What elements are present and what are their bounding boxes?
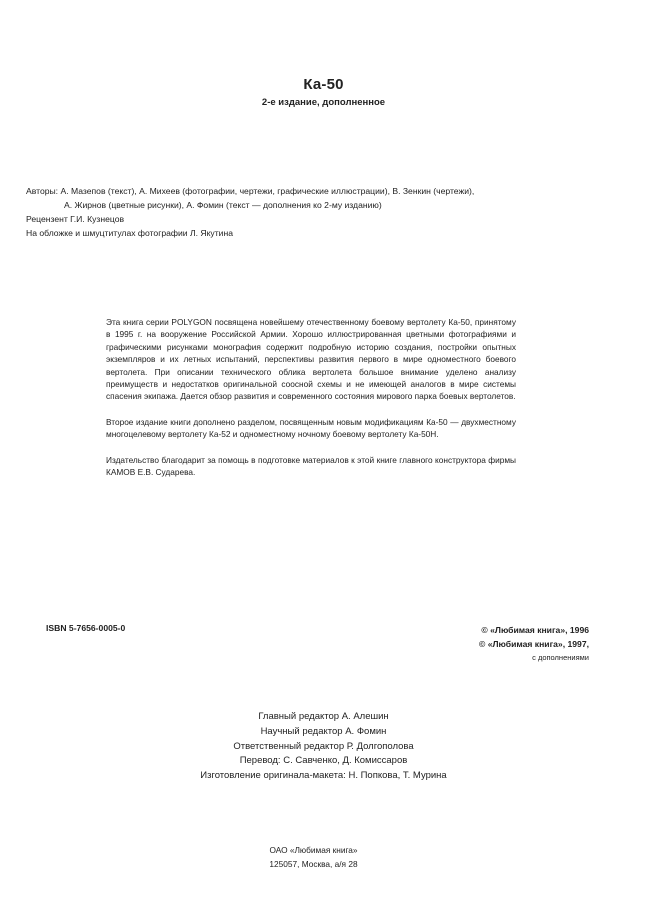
publisher-address: 125057, Москва, а/я 28 bbox=[269, 858, 358, 869]
authors-line-2: А. Жирнов (цветные рисунки), А. Фомин (текст — дополнения ко 2-му изданию) bbox=[64, 200, 382, 210]
credit-line: Научный редактор А. Фомин bbox=[260, 725, 387, 737]
copyright-block bbox=[479, 623, 589, 665]
cover-photos-line: На обложке и шмуцтитулах фотографии Л. Якутина bbox=[26, 228, 233, 238]
authors-block bbox=[26, 184, 586, 240]
credit-line: Перевод: С. Савченко, Д. Комиссаров bbox=[239, 755, 408, 767]
abstract-paragraph-3: Издательство благодарит за помощь в подготовке материалов к этой книге главного конструктора фирмы КАМОВ Е.В. Сударева. bbox=[106, 454, 516, 478]
edition-subtitle: 2-е издание, дополненное bbox=[261, 97, 386, 108]
publisher-name: ОАО «Любимая книга» bbox=[269, 845, 358, 855]
copyright-line-1: © «Любимая книга», 1996 bbox=[481, 625, 589, 635]
copyright-line-3: с дополнениями bbox=[532, 653, 589, 662]
isbn: ISBN 5-7656-0005-0 bbox=[46, 623, 126, 633]
credit-line: Главный редактор А. Алешин bbox=[258, 711, 389, 722]
copyright-line-2: © «Любимая книга», 1997, bbox=[479, 639, 589, 649]
credit-line: Ответственный редактор Р. Долгополова bbox=[233, 740, 414, 752]
publisher-block bbox=[0, 844, 627, 871]
abstract-block bbox=[106, 316, 516, 491]
book-title: Ка-50 bbox=[303, 76, 344, 93]
authors-line-1: Авторы: А. Мазепов (текст), А. Михеев (фотографии, чертежи, графические иллюстрации), В. Зенкин (чертежи), bbox=[26, 186, 475, 196]
abstract-paragraph-1: Эта книга серии POLYGON посвящена новейшему отечественному боевому вертолету Ка-50, принятому в 1995 г. на вооружение Российской Армии. Хорошо иллюстрированная цветными фотографиями и графическими рисунками монография содержит подробную историю создания, постройки опытных экземпляров и их летных испытаний, перспективы развития первого в мире одноместного боевого вертолета. При описании технического облика вертолета большое внимание уделено анализу преимуществ и недостатков оригинальной соосной схемы и не имеющей аналогов в мире системы спасения экипажа. Дается обзор развития и современного состояния мирового парка боевых вертолетов. bbox=[106, 317, 516, 402]
credit-line: Изготовление оригинала-макета: Н. Попкова, Т. Мурина bbox=[200, 770, 447, 782]
abstract-paragraph-2: Второе издание книги дополнено разделом, посвященным новым модификациям Ка-50 — двухместному многоцелевому вертолету Ка-52 и одноместному ночному боевому вертолету Ка-50Н. bbox=[106, 416, 516, 440]
credits-block bbox=[0, 710, 647, 784]
reviewer-line: Рецензент Г.И. Кузнецов bbox=[26, 214, 125, 224]
